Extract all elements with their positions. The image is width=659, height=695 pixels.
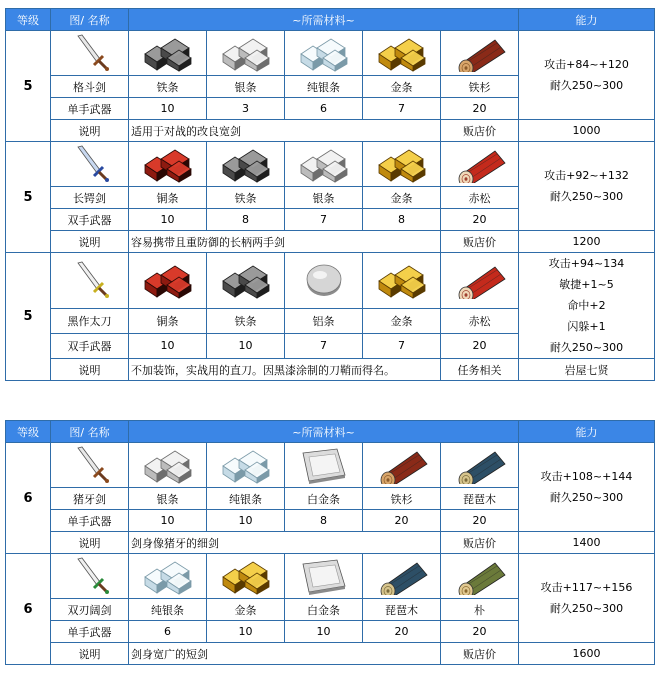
- material-name: 琵琶木: [385, 603, 418, 617]
- ability-line: 命中+2: [567, 299, 606, 312]
- copper-bar-icon: [141, 273, 195, 286]
- weapon-name: 黑作太刀: [67, 314, 112, 328]
- header-materials: ~所需材料~: [292, 13, 355, 27]
- price-label-cell: [441, 231, 519, 253]
- gold-bar-icon: [219, 569, 273, 582]
- material-qty-cell: [441, 98, 519, 120]
- weapon-name: 长锷剑: [73, 191, 106, 205]
- material-name-cell: [363, 76, 441, 98]
- material-name: 赤松: [468, 314, 491, 328]
- material-qty: 7: [320, 213, 327, 226]
- material-qty: 8: [242, 213, 249, 226]
- weapon-level: 6: [23, 601, 33, 617]
- material-qty-cell: [441, 621, 519, 643]
- weapon-ability-cell: [519, 31, 655, 120]
- material-name-cell: [129, 76, 207, 98]
- weapon-icon-row: [6, 31, 655, 76]
- weapon-price: 1200: [572, 235, 601, 248]
- ability-line: 攻击+117~+156: [540, 581, 633, 594]
- weapon-level: 5: [23, 189, 33, 205]
- material-qty: 10: [316, 625, 331, 638]
- weapon-name-cell: [51, 599, 129, 621]
- weapon-price-cell: [519, 231, 655, 253]
- weapon-type-cell: [51, 209, 129, 231]
- sword-icon: [70, 458, 110, 471]
- desc-label-cell: [51, 532, 129, 554]
- desc-label-cell: [51, 643, 129, 665]
- material-qty: 20: [472, 625, 487, 638]
- ability-line: 闪躲+1: [567, 320, 606, 333]
- material-name-cell: [441, 308, 519, 333]
- weapon-description-cell: [129, 359, 441, 381]
- header-name-cell: [51, 421, 129, 443]
- weapon-icon-cell: [51, 31, 129, 76]
- silver-bar-icon: [141, 458, 195, 471]
- header-row: [6, 421, 655, 443]
- weapon-name-cell: [51, 308, 129, 333]
- material-name-cell: [285, 76, 363, 98]
- header-materials-cell: [129, 9, 519, 31]
- material-qty: 10: [160, 514, 175, 527]
- gold-bar-icon: [375, 46, 429, 59]
- copper-bar-icon: [141, 157, 195, 170]
- material-name-cell: [441, 488, 519, 510]
- weapon-icon-row: [6, 142, 655, 187]
- weapon-name-cell: [51, 187, 129, 209]
- material-qty-cell: [441, 333, 519, 358]
- weapon-level-cell: [6, 142, 51, 253]
- material-qty: 20: [472, 514, 487, 527]
- weapon-price-cell: [519, 359, 655, 381]
- material-qty: 7: [398, 102, 405, 115]
- header-materials: ~所需材料~: [292, 425, 355, 439]
- material-qty: 10: [160, 102, 175, 115]
- pure-silver-bar-icon: [219, 458, 273, 471]
- pure-silver-bar-icon: [297, 46, 351, 59]
- material-icon-cell: [441, 443, 519, 488]
- ability-line: 耐久250~300: [549, 491, 624, 504]
- weapon-type-cell: [51, 98, 129, 120]
- weapon-price: 1400: [572, 536, 601, 549]
- weapon-price-cell: [519, 532, 655, 554]
- weapon-icon-row: [6, 443, 655, 488]
- material-icon-cell: [285, 554, 363, 599]
- material-name: 铜条: [156, 314, 179, 328]
- material-name-cell: [207, 488, 285, 510]
- iron-bar-icon: [219, 157, 273, 170]
- material-qty-cell: [441, 209, 519, 231]
- desc-label-cell: [51, 359, 129, 381]
- material-qty: 3: [242, 102, 249, 115]
- weapon-price-cell: [519, 120, 655, 142]
- weapon-type: 双手武器: [67, 213, 112, 227]
- weapon-level-cell: [6, 253, 51, 381]
- weapon-description-cell: [129, 532, 441, 554]
- weapon-type: 单手武器: [67, 102, 112, 116]
- material-qty-cell: [285, 209, 363, 231]
- material-icon-cell: [207, 554, 285, 599]
- weapon-ability-cell: [519, 142, 655, 231]
- price-label-cell: [441, 120, 519, 142]
- ability-line: 攻击+94~134: [548, 257, 625, 270]
- weapon-level: 5: [23, 309, 33, 324]
- material-icon-cell: [129, 554, 207, 599]
- material-name: 纯银条: [229, 492, 262, 506]
- price-label: 贩店价: [463, 235, 496, 249]
- material-name: 铁条: [234, 191, 257, 205]
- material-name-cell: [285, 187, 363, 209]
- weapon-name-cell: [51, 488, 129, 510]
- material-name-cell: [129, 308, 207, 333]
- material-name: 金条: [234, 603, 257, 617]
- gold-bar-icon: [375, 157, 429, 170]
- material-qty: 20: [472, 102, 487, 115]
- weapon-icon-row: [6, 554, 655, 599]
- material-qty: 10: [238, 625, 253, 638]
- material-name-cell: [207, 599, 285, 621]
- weapon-price: 岩屋七贤: [564, 363, 609, 377]
- weapon-description-cell: [129, 120, 441, 142]
- weapon-table-level-6: [5, 420, 655, 665]
- material-name: 纯银条: [151, 603, 184, 617]
- desc-label-cell: [51, 231, 129, 253]
- material-name-cell: [129, 187, 207, 209]
- red-pine-log-icon: [451, 273, 509, 286]
- material-icon-cell: [285, 253, 363, 309]
- pure-silver-bar-icon: [141, 569, 195, 582]
- header-name-cell: [51, 9, 129, 31]
- ability-line: 攻击+92~+132: [544, 169, 629, 182]
- desc-label: 说明: [78, 124, 101, 138]
- material-name: 铁条: [234, 314, 257, 328]
- material-qty-cell: [285, 621, 363, 643]
- material-qty: 20: [472, 213, 487, 226]
- weapon-description-cell: [129, 231, 441, 253]
- material-qty-cell: [363, 621, 441, 643]
- material-name-cell: [129, 488, 207, 510]
- material-name: 白金条: [307, 492, 340, 506]
- weapon-icon-cell: [51, 443, 129, 488]
- material-icon-cell: [207, 31, 285, 76]
- header-row: [6, 9, 655, 31]
- weapon-desc-row: [6, 643, 655, 665]
- ability-line: 耐久250~300: [549, 190, 624, 203]
- weapon-level: 5: [23, 78, 33, 94]
- material-name: 银条: [156, 492, 179, 506]
- weapon-icon-cell: [51, 253, 129, 309]
- material-qty-cell: [129, 98, 207, 120]
- material-icon-cell: [363, 142, 441, 187]
- material-qty-cell: [207, 98, 285, 120]
- material-qty: 20: [472, 339, 487, 353]
- weapon-name-cell: [51, 76, 129, 98]
- ability-line: 耐久250~300: [549, 602, 624, 615]
- material-name-cell: [129, 599, 207, 621]
- price-label-cell: [441, 532, 519, 554]
- material-name: 铁杉: [468, 80, 491, 94]
- weapon-price: 1600: [572, 647, 601, 660]
- weapon-table-level-5: [5, 8, 655, 381]
- material-name: 金条: [390, 314, 413, 328]
- weapon-icon-row: [6, 253, 655, 309]
- weapon-description: 适用于对战的改良宽剑: [131, 124, 241, 138]
- weapon-type: 单手武器: [67, 514, 112, 528]
- material-name-cell: [363, 599, 441, 621]
- material-qty: 10: [160, 339, 175, 353]
- material-qty-cell: [285, 510, 363, 532]
- material-icon-cell: [207, 253, 285, 309]
- material-qty-cell: [129, 621, 207, 643]
- material-icon-cell: [441, 31, 519, 76]
- material-icon-cell: [363, 554, 441, 599]
- iron-bar-icon: [141, 46, 195, 59]
- desc-label: 说明: [78, 235, 101, 249]
- desc-label: 说明: [78, 647, 101, 661]
- material-qty-cell: [363, 333, 441, 358]
- biwa-log-icon: [373, 569, 431, 582]
- header-ability-cell: [519, 421, 655, 443]
- material-qty: 10: [238, 514, 253, 527]
- weapon-description: 剑身宽广的短剑: [131, 647, 208, 661]
- weapon-description: 不加装饰，实战用的直刀。因黑漆涂制的刀鞘而得名。: [131, 363, 395, 377]
- material-name: 赤松: [468, 191, 491, 205]
- material-qty-cell: [129, 209, 207, 231]
- material-name: 金条: [390, 191, 413, 205]
- weapon-name: 格斗剑: [73, 80, 106, 94]
- material-name: 白金条: [307, 603, 340, 617]
- weapon-ability-cell: [519, 443, 655, 532]
- weapon-description: 剑身像猪牙的细剑: [131, 536, 219, 550]
- weapon-type-cell: [51, 510, 129, 532]
- weapon-icon-cell: [51, 554, 129, 599]
- material-qty-cell: [207, 621, 285, 643]
- material-name: 纯银条: [307, 80, 340, 94]
- header-ability: 能力: [575, 13, 598, 27]
- header-level: 等级: [17, 13, 39, 27]
- gold-bar-icon: [375, 273, 429, 286]
- header-level-cell: [6, 9, 51, 31]
- price-label-cell: [441, 359, 519, 381]
- material-name-cell: [207, 308, 285, 333]
- material-icon-cell: [129, 142, 207, 187]
- material-icon-cell: [207, 142, 285, 187]
- weapon-level-cell: [6, 443, 51, 554]
- material-name: 铜条: [156, 191, 179, 205]
- sword-icon: [70, 46, 110, 59]
- double-blade-sword-icon: [70, 569, 110, 582]
- material-qty-cell: [129, 510, 207, 532]
- material-icon-cell: [441, 554, 519, 599]
- weapon-level-cell: [6, 554, 51, 665]
- desc-label: 说明: [78, 363, 101, 377]
- magnolia-log-icon: [451, 569, 509, 582]
- header-name: 图/ 名称: [69, 13, 110, 27]
- material-qty-cell: [363, 510, 441, 532]
- biwa-log-icon: [451, 458, 509, 471]
- ability-line: 敏捷+1~5: [559, 278, 614, 291]
- weapon-type: 双手武器: [67, 339, 112, 353]
- material-name: 铁条: [156, 80, 179, 94]
- weapon-description-cell: [129, 643, 441, 665]
- weapon-name: 双刃阔剑: [67, 603, 112, 617]
- weapon-desc-row: [6, 532, 655, 554]
- material-name-cell: [207, 187, 285, 209]
- material-name-cell: [441, 76, 519, 98]
- header-ability: 能力: [575, 425, 598, 439]
- material-qty: 6: [320, 102, 327, 115]
- weapon-price: 1000: [572, 124, 601, 137]
- price-label: 贩店价: [463, 647, 496, 661]
- weapon-ability-cell: [519, 253, 655, 359]
- price-label-cell: [441, 643, 519, 665]
- hemlock-log-icon: [373, 458, 431, 471]
- aluminum-disc-icon: [302, 273, 346, 286]
- header-level: 等级: [17, 425, 39, 439]
- silver-bar-icon: [297, 157, 351, 170]
- material-qty-cell: [363, 98, 441, 120]
- weapon-name: 猪牙剑: [73, 492, 106, 506]
- price-label: 任务相关: [457, 363, 502, 377]
- weapon-description: 容易携带且重防御的长柄两手剑: [131, 235, 285, 249]
- material-qty: 10: [238, 339, 253, 353]
- price-label: 贩店价: [463, 536, 496, 550]
- material-qty-cell: [207, 510, 285, 532]
- material-name-cell: [363, 187, 441, 209]
- material-name: 铝条: [312, 314, 335, 328]
- material-icon-cell: [441, 142, 519, 187]
- material-qty-cell: [207, 333, 285, 358]
- platinum-ingot-icon: [297, 569, 351, 582]
- header-level-cell: [6, 421, 51, 443]
- material-icon-cell: [363, 443, 441, 488]
- material-icon-cell: [363, 31, 441, 76]
- material-icon-cell: [207, 443, 285, 488]
- material-icon-cell: [285, 31, 363, 76]
- weapon-level-cell: [6, 31, 51, 142]
- material-qty-cell: [441, 510, 519, 532]
- platinum-ingot-icon: [297, 458, 351, 471]
- material-qty: 20: [394, 514, 409, 527]
- ability-line: 耐久250~300: [549, 341, 624, 354]
- material-qty-cell: [363, 209, 441, 231]
- iron-bar-icon: [219, 273, 273, 286]
- weapon-type-cell: [51, 333, 129, 358]
- ability-line: 耐久250~300: [549, 79, 624, 92]
- weapon-level: 6: [23, 490, 33, 506]
- material-name-cell: [207, 76, 285, 98]
- weapon-desc-row: [6, 231, 655, 253]
- weapon-desc-row: [6, 120, 655, 142]
- material-name: 朴: [474, 603, 485, 617]
- ability-line: 攻击+108~+144: [540, 470, 633, 483]
- material-qty: 7: [320, 339, 327, 353]
- weapon-type: 单手武器: [67, 625, 112, 639]
- material-qty: 6: [164, 625, 171, 638]
- weapon-price-cell: [519, 643, 655, 665]
- ability-line: 攻击+84~+120: [544, 58, 629, 71]
- header-ability-cell: [519, 9, 655, 31]
- material-name-cell: [441, 599, 519, 621]
- material-name: 银条: [312, 191, 335, 205]
- material-icon-cell: [363, 253, 441, 309]
- material-icon-cell: [285, 142, 363, 187]
- weapon-type-cell: [51, 621, 129, 643]
- katana-icon: [70, 273, 110, 286]
- silver-bar-icon: [219, 46, 273, 59]
- material-name-cell: [285, 599, 363, 621]
- price-label: 贩店价: [463, 124, 496, 138]
- hemlock-log-icon: [451, 46, 509, 59]
- weapon-ability-cell: [519, 554, 655, 643]
- desc-label: 说明: [78, 536, 101, 550]
- material-name: 金条: [390, 80, 413, 94]
- material-icon-cell: [285, 443, 363, 488]
- weapon-icon-cell: [51, 142, 129, 187]
- material-qty-cell: [129, 333, 207, 358]
- desc-label-cell: [51, 120, 129, 142]
- material-name: 银条: [234, 80, 257, 94]
- material-name-cell: [285, 308, 363, 333]
- header-materials-cell: [129, 421, 519, 443]
- header-name: 图/ 名称: [69, 425, 110, 439]
- longsword-icon: [70, 157, 110, 170]
- material-name: 琵琶木: [463, 492, 496, 506]
- material-qty-cell: [285, 98, 363, 120]
- material-name-cell: [363, 308, 441, 333]
- material-qty: 8: [320, 514, 327, 527]
- material-name-cell: [285, 488, 363, 510]
- material-name-cell: [441, 187, 519, 209]
- material-icon-cell: [129, 31, 207, 76]
- material-name-cell: [363, 488, 441, 510]
- material-icon-cell: [129, 443, 207, 488]
- red-pine-log-icon: [451, 157, 509, 170]
- material-qty: 20: [394, 625, 409, 638]
- weapon-desc-row: [6, 359, 655, 381]
- material-qty: 7: [398, 339, 405, 353]
- material-icon-cell: [129, 253, 207, 309]
- material-qty-cell: [285, 333, 363, 358]
- material-qty: 8: [398, 213, 405, 226]
- material-icon-cell: [441, 253, 519, 309]
- material-qty-cell: [207, 209, 285, 231]
- material-qty: 10: [160, 213, 175, 226]
- material-name: 铁杉: [390, 492, 413, 506]
